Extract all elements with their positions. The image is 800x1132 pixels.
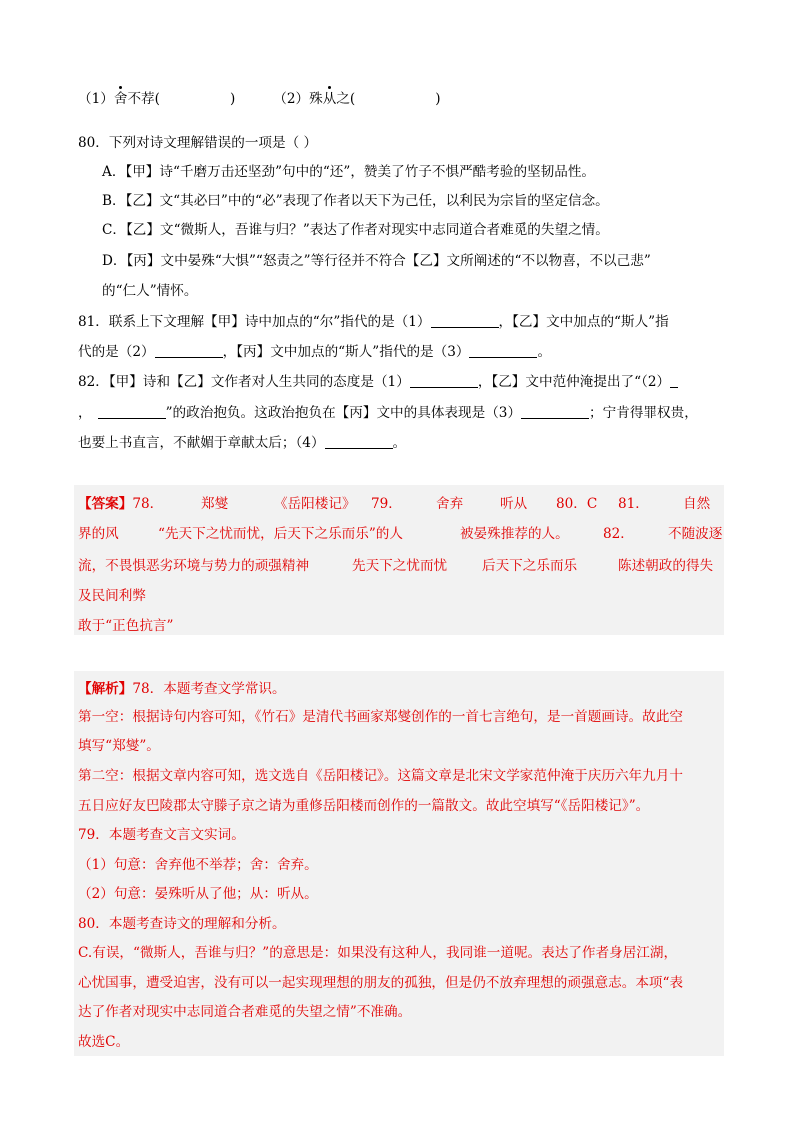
analysis-line1: 【解析】78．本题考查文学常识。: [78, 681, 286, 697]
fill-blank[interactable]: [469, 343, 537, 358]
q80-option-c: C．【乙】文“微斯人，吾谁与归？”表达了作者对现实中志同道合者难觅的失望之情。: [102, 222, 609, 238]
answer-tag: 【答案】: [78, 496, 133, 512]
q80-stem: 80．下列对诗文理解错误的一项是（ ）: [78, 135, 318, 151]
fill-blank[interactable]: [98, 404, 166, 419]
answer-row3: 流，不畏惧恶劣环境与势力的顽强精神 先天下之忧而忧 后天下之乐而乐 陈述朝政的得失: [78, 558, 714, 574]
answer-row4: 及民间利弊: [78, 588, 146, 604]
q82-line1: 82．【甲】诗和【乙】文作者对人生共同的态度是（1） ，【乙】文中范仲淹提出了“（2）: [78, 373, 678, 391]
q79-item2-prefix: （2）殊: [273, 91, 323, 107]
analysis-line3: 填写“郑燮”。: [78, 738, 160, 754]
analysis-line12: 达了作者对现实中志同道合者难觅的失望之情”不准确。: [78, 1004, 412, 1020]
q82-line2: ， ”的政治抱负。这政治抱负在【丙】文中的具体表现是（3） ；宁肯得罪权贵，: [78, 405, 698, 421]
analysis-line6: 79．本题考查文言文实词。: [78, 827, 245, 843]
analysis-line9: 80．本题考查诗文的理解和分析。: [78, 916, 286, 932]
q79-item1-close: ): [229, 91, 236, 107]
analysis-line10: C.有误，“微斯人，吾谁与归？”的意思是：如果没有这种人，我同谁一道呢。表达了作者身居江湖，: [78, 945, 678, 961]
answer-row1: 【答案】78． 郑燮 《岳阳楼记》 79． 舍弃 听从 80．C 81． 自然: [78, 496, 711, 512]
answer-row2: 界的风 “先天下之忧而忧，后天下之乐而乐”的人 被晏殊推荐的人。 82． 不随波逐: [78, 526, 723, 542]
analysis-line13: 故选C。: [78, 1034, 130, 1050]
fill-blank[interactable]: [325, 434, 393, 449]
analysis-line8: （2）句意：晏殊听从了他；从：听从。: [78, 886, 318, 902]
analysis-line5: 五日应好友巴陵郡太守滕子京之请为重修岳阳楼而创作的一篇散文。故此空填写“《岳阳楼记》”。: [78, 798, 650, 814]
answer-row5: 敢于“正色抗言”: [78, 618, 174, 634]
q79-item1-prefix: （1）: [78, 91, 114, 107]
analysis-line11: 心忧国事，遭受迫害，没有可以一起实现理想的朋友的孤独，但是仍不放弃理想的顽强意志。本项“表: [78, 975, 684, 991]
analysis-line2: 第一空：根据诗句内容可知，《竹石》是清代书画家郑燮创作的一首七言绝句，是一首题画诗。故此空: [78, 709, 683, 725]
q82-line3: 也要上书直言，不献媚于章献太后；（4） 。: [78, 435, 407, 451]
analysis-line4: 第二空：根据文章内容可知，选文选自《岳阳楼记》。这篇文章是北宋文学家范仲淹于庆历六年九月十: [78, 768, 683, 784]
fill-blank[interactable]: [410, 373, 478, 388]
q79-items: [78, 90, 441, 108]
q81-line1: 81．联系上下文理解【甲】诗中加点的“尔”指代的是（1） ，【乙】文中加点的“斯人”指: [78, 314, 669, 330]
q79-item2-close: ): [435, 91, 441, 107]
fill-blank[interactable]: [670, 373, 678, 388]
q80-option-a: A．【甲】诗“千磨万击还坚劲”句中的“还”，赞美了竹子不惧严酷考验的坚韧品性。: [102, 164, 596, 180]
q80-option-d: D．【丙】文中晏殊“大惧”“怒责之”等行径并不符合【乙】文所阐述的“不以物喜，不以己悲”: [102, 253, 651, 269]
q79-item1-text: 不荐(: [127, 91, 160, 107]
q79-item2-dotted-char: 从: [322, 91, 337, 107]
analysis-line7: （1）句意：舍弃他不举荐；舍：舍弃。: [78, 857, 318, 873]
q80-option-b: B．【乙】文“其必曰”中的“必”表现了作者以天下为己任，以利民为宗旨的坚定信念。: [102, 193, 609, 209]
q79-item1-dotted-char: 舍: [113, 91, 128, 107]
fill-blank[interactable]: [431, 313, 499, 328]
q79-item2-text: 之(: [336, 91, 356, 107]
q81-line2: 代的是（2） ，【丙】文中加点的“斯人”指代的是（3） 。: [78, 344, 552, 360]
q80-option-d-cont: 的“仁人”情怀。: [102, 283, 198, 299]
analysis-tag: 【解析】: [78, 681, 133, 697]
fill-blank[interactable]: [521, 404, 589, 419]
fill-blank[interactable]: [155, 343, 223, 358]
